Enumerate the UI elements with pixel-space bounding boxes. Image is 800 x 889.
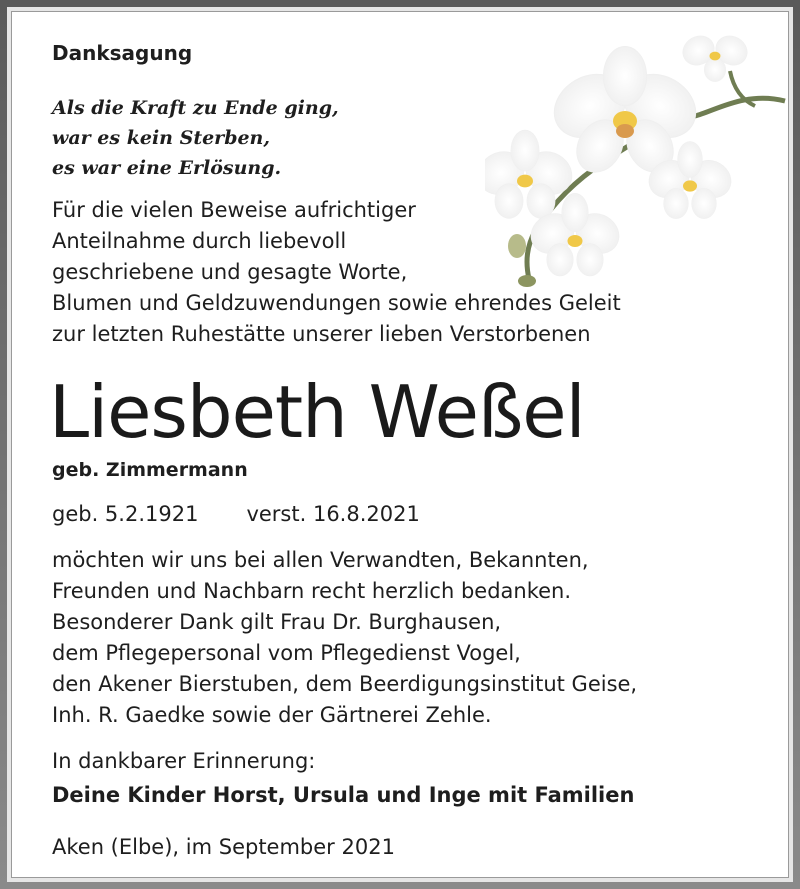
thanks-line: Besonderer Dank gilt Frau Dr. Burghausen,: [52, 610, 502, 634]
poem: [52, 93, 339, 183]
thanks-line: Freunden und Nachbarn recht herzlich bedanken.: [52, 579, 572, 603]
death-date: verst. 16.8.2021: [246, 502, 420, 526]
life-dates: [52, 502, 420, 526]
notice-heading: Danksagung: [52, 41, 193, 65]
maiden-name: geb. Zimmermann: [52, 459, 248, 481]
orchid-bloom: [677, 31, 753, 82]
intro-line: Für die vielen Beweise aufrichtiger: [52, 198, 416, 222]
thanks-text: [52, 545, 637, 731]
memory-line: In dankbarer Erinnerung:: [52, 749, 316, 773]
orchid-flower-image: [485, 31, 795, 291]
thanks-line: möchten wir uns bei allen Verwandten, Bekannten,: [52, 548, 589, 572]
poem-line: Als die Kraft zu Ende ging,: [52, 97, 339, 119]
family-signature: Deine Kinder Horst, Ursula und Inge mit Familien: [52, 783, 635, 807]
thanks-line: den Akener Bierstuben, dem Beerdigungsinstitut Geise,: [52, 672, 638, 696]
intro-line: geschriebene und gesagte Worte,: [52, 260, 408, 284]
intro-line: Anteilnahme durch liebevoll: [52, 229, 347, 253]
thanks-line: Inh. R. Gaedke sowie der Gärtnerei Zehle.: [52, 703, 492, 727]
birth-date: geb. 5.2.1921: [52, 502, 199, 526]
thanks-line: dem Pflegepersonal vom Pflegedienst Vogel,: [52, 641, 521, 665]
deceased-name: Liesbeth Weßel: [49, 370, 585, 454]
place-date: Aken (Elbe), im September 2021: [52, 835, 395, 859]
poem-line: es war eine Erlösung.: [52, 157, 282, 179]
intro-line: Blumen und Geldzuwendungen sowie ehrendes Geleit: [52, 291, 621, 315]
poem-line: war es kein Sterben,: [52, 127, 270, 149]
obituary-card: [7, 7, 793, 882]
intro-line: zur letzten Ruhestätte unserer lieben Verstorbenen: [52, 322, 591, 346]
